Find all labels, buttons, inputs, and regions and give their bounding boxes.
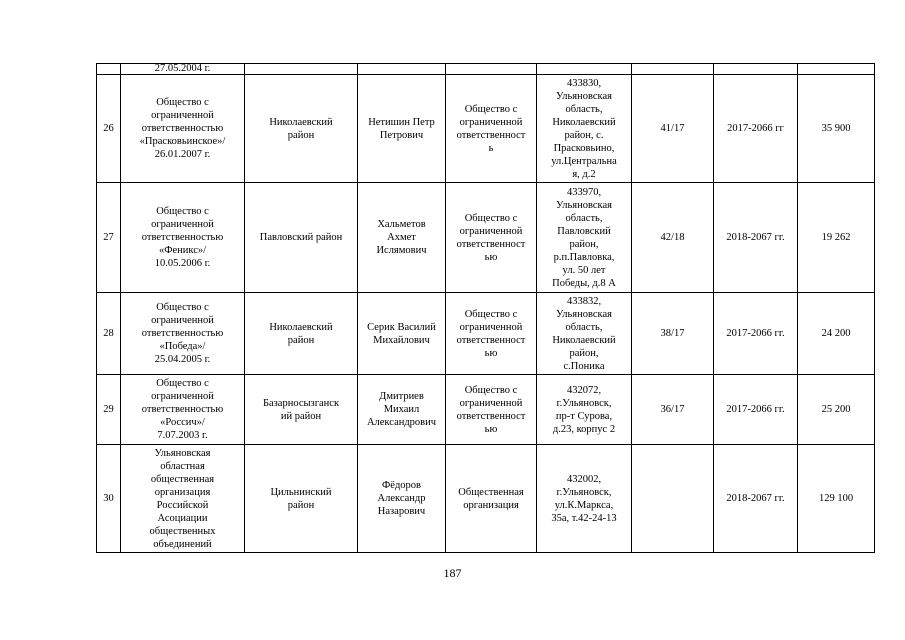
organization-name-cell: Общество с ограниченной ответственностью «Феникс»/ 10.05.2006 г. xyxy=(121,183,245,293)
organization-name-cell: Общество с ограниченной ответственностью «Победа»/ 25.04.2005 г. xyxy=(121,293,245,375)
row-number-cell: 29 xyxy=(97,375,121,445)
registry-number-cell: 38/17 xyxy=(632,293,714,375)
row-number-cell: 30 xyxy=(97,445,121,553)
registry-number-cell: 42/18 xyxy=(632,183,714,293)
organization-name-cell: Общество с ограниченной ответственностью «Прасковьинское»/ 26.01.2007 г. xyxy=(121,75,245,183)
area-cell xyxy=(798,64,875,75)
head-name-cell: Серик Василий Михайлович xyxy=(358,293,446,375)
district-cell xyxy=(245,64,358,75)
area-cell: 35 900 xyxy=(798,75,875,183)
address-cell xyxy=(537,64,632,75)
row-number-cell: 28 xyxy=(97,293,121,375)
area-cell: 129 100 xyxy=(798,445,875,553)
page-number: 187 xyxy=(443,566,462,580)
head-name-cell: Хальметов Ахмет Ислямович xyxy=(358,183,446,293)
row-number-cell: 26 xyxy=(97,75,121,183)
registry-number-cell: 41/17 xyxy=(632,75,714,183)
legal-form-cell: Общество с ограниченной ответственност ью xyxy=(446,375,537,445)
district-cell: Николаевский район xyxy=(245,293,358,375)
area-cell: 24 200 xyxy=(798,293,875,375)
head-name-cell: Фёдоров Александр Назарович xyxy=(358,445,446,553)
period-cell: 2018-2067 гг. xyxy=(714,183,798,293)
head-name-cell: Дмитриев Михаил Александрович xyxy=(358,375,446,445)
registry-number-cell xyxy=(632,445,714,553)
district-cell: Николаевский район xyxy=(245,75,358,183)
legal-form-cell: Общество с ограниченной ответственност ью xyxy=(446,183,537,293)
head-name-cell: Нетишин Петр Петрович xyxy=(358,75,446,183)
address-cell: 433830, Ульяновская область, Николаевский район, с. Прасковьино, ул.Центральна я, д.2 xyxy=(537,75,632,183)
organization-name-cell: 27.05.2004 г. xyxy=(121,64,245,75)
address-cell: 433970, Ульяновская область, Павловский район, р.п.Павловка, ул. 50 лет Победы, д.8 А xyxy=(537,183,632,293)
period-cell: 2018-2067 гг. xyxy=(714,445,798,553)
area-cell: 19 262 xyxy=(798,183,875,293)
row-number-cell xyxy=(97,64,121,75)
district-cell: Павловский район xyxy=(245,183,358,293)
table-row xyxy=(97,293,875,375)
table-row xyxy=(97,445,875,553)
registry-number-cell xyxy=(632,64,714,75)
registry-table xyxy=(96,63,875,553)
table-row xyxy=(97,64,875,75)
table-row xyxy=(97,183,875,293)
row-number-cell: 27 xyxy=(97,183,121,293)
address-cell: 432072, г.Ульяновск, пр-т Сурова, д.23, корпус 2 xyxy=(537,375,632,445)
organization-name-cell: Ульяновская областная общественная организация Российской Асоциации общественных объединений xyxy=(121,445,245,553)
period-cell: 2017-2066 гг xyxy=(714,75,798,183)
head-name-cell xyxy=(358,64,446,75)
organization-name-cell: Общество с ограниченной ответственностью «Россич»/ 7.07.2003 г. xyxy=(121,375,245,445)
period-cell: 2017-2066 гг. xyxy=(714,375,798,445)
legal-form-cell: Общественная организация xyxy=(446,445,537,553)
legal-form-cell: Общество с ограниченной ответственност ью xyxy=(446,293,537,375)
period-cell: 2017-2066 гг. xyxy=(714,293,798,375)
registry-number-cell: 36/17 xyxy=(632,375,714,445)
district-cell: Цильнинский район xyxy=(245,445,358,553)
legal-form-cell: Общество с ограниченной ответственност ь xyxy=(446,75,537,183)
district-cell: Базарносызганск ий район xyxy=(245,375,358,445)
area-cell: 25 200 xyxy=(798,375,875,445)
period-cell xyxy=(714,64,798,75)
address-cell: 433832, Ульяновская область, Николаевский район, с.Поника xyxy=(537,293,632,375)
table-row xyxy=(97,375,875,445)
table-row xyxy=(97,75,875,183)
legal-form-cell xyxy=(446,64,537,75)
address-cell: 432002, г.Ульяновск, ул.К.Маркса, 35а, т.42-24-13 xyxy=(537,445,632,553)
